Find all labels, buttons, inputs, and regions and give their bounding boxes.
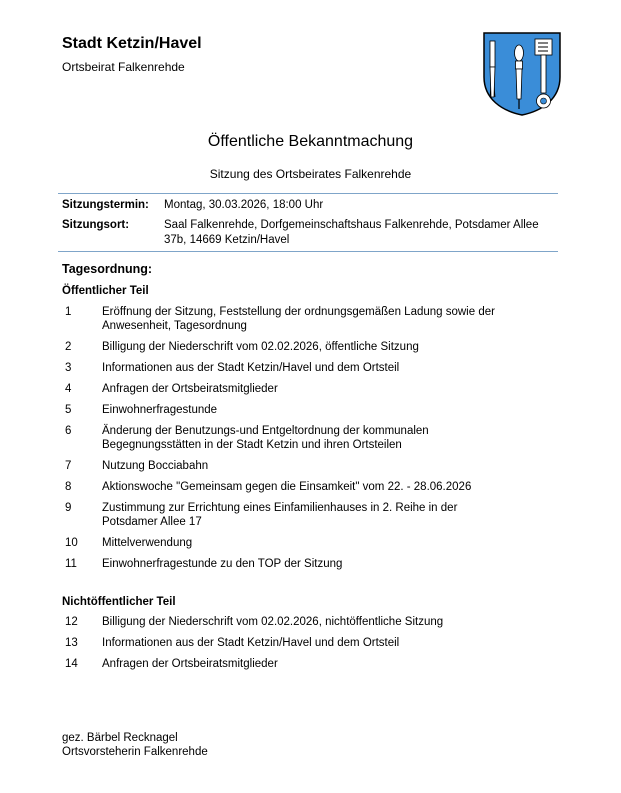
document-title: Öffentliche Bekanntmachung (207, 133, 414, 150)
item-text: Informationen aus der Stadt Ketzin/Havel und dem Ortsteil (102, 637, 400, 649)
item-text: Anfragen der Ortsbeiratsmitglieder (102, 383, 278, 395)
coat-of-arms-icon (482, 31, 562, 117)
item-text: Billigung der Niederschrift vom 02.02.2026, öffentliche Sitzung (102, 341, 419, 353)
item-text: Aktionswoche "Gemeinsam gegen die Einsamkeit" vom 22. - 28.06.2026 (102, 481, 472, 493)
meeting-date-row (58, 198, 558, 213)
item-text: Anfragen der Ortsbeiratsmitglieder (102, 658, 278, 670)
item-text: Zustimmung zur Errichtung eines Einfamilienhauses in 2. Reihe in der Potsdamer Allee 17 (102, 502, 458, 528)
public-agenda-list (62, 305, 502, 578)
document-subtitle: Sitzung des Ortsbeirates Falkenrehde (209, 167, 412, 181)
list-item (62, 480, 502, 494)
list-item (62, 340, 502, 354)
list-item (62, 657, 502, 671)
list-item (62, 305, 502, 333)
meeting-place-value: Saal Falkenrehde, Dorfgemeinschaftshaus Falkenrehde, Potsdamer Allee 37b, 14669 Ketzin/Havel (164, 219, 539, 246)
item-text: Eröffnung der Sitzung, Feststellung der ordnungsgemäßen Ladung sowie der Anwesenheit, Tagesordnung (102, 306, 495, 332)
meeting-info-table (58, 193, 558, 252)
item-text: Nutzung Bocciabahn (102, 460, 209, 472)
item-number: 3 (65, 362, 72, 374)
item-text: Einwohnerfragestunde zu den TOP der Sitzung (102, 558, 343, 570)
department-name: Ortsbeirat Falkenrehde (62, 60, 185, 74)
list-item (62, 636, 502, 650)
meeting-date-label: Sitzungstermin: (62, 199, 149, 211)
meeting-place-row (58, 218, 558, 248)
item-number: 5 (65, 404, 72, 416)
list-item (62, 536, 502, 550)
list-item (62, 361, 502, 375)
item-number: 6 (65, 425, 72, 437)
signature-block (62, 731, 208, 759)
item-number: 8 (65, 481, 72, 493)
item-text: Einwohnerfragestunde (102, 404, 218, 416)
item-number: 9 (65, 502, 72, 514)
meeting-date-value: Montag, 30.03.2026, 18:00 Uhr (164, 199, 324, 211)
list-item (62, 382, 502, 396)
item-text: Änderung der Benutzungs-und Entgeltordnung der kommunalen Begegnungsstätten in der Stadt Ketzin und ihren Ortsteilen (102, 425, 429, 451)
private-section-heading: Nichtöffentlicher Teil (62, 596, 176, 608)
item-text: Mittelverwendung (102, 537, 193, 549)
list-item (62, 615, 502, 629)
item-text: Informationen aus der Stadt Ketzin/Havel und dem Ortsteil (102, 362, 400, 374)
item-text: Billigung der Niederschrift vom 02.02.2026, nichtöffentliche Sitzung (102, 616, 444, 628)
item-number: 13 (65, 637, 78, 649)
list-item (62, 403, 502, 417)
list-item (62, 501, 502, 529)
item-number: 4 (65, 383, 72, 395)
item-number: 7 (65, 460, 72, 472)
item-number: 10 (65, 537, 78, 549)
signature-name: gez. Bärbel Recknagel (62, 732, 178, 744)
list-item (62, 459, 502, 473)
organization-title: Stadt Ketzin/Havel (62, 35, 202, 52)
item-number: 1 (65, 306, 72, 318)
item-number: 12 (65, 616, 78, 628)
public-section-heading: Öffentlicher Teil (62, 285, 149, 297)
list-item (62, 557, 502, 571)
item-number: 2 (65, 341, 72, 353)
private-agenda-list (62, 615, 502, 678)
signature-role: Ortsvorsteherin Falkenrehde (62, 746, 208, 758)
list-item (62, 424, 502, 452)
item-number: 14 (65, 658, 78, 670)
agenda-heading: Tagesordnung: (62, 262, 153, 276)
item-number: 11 (65, 558, 77, 570)
meeting-place-label: Sitzungsort: (62, 219, 130, 231)
